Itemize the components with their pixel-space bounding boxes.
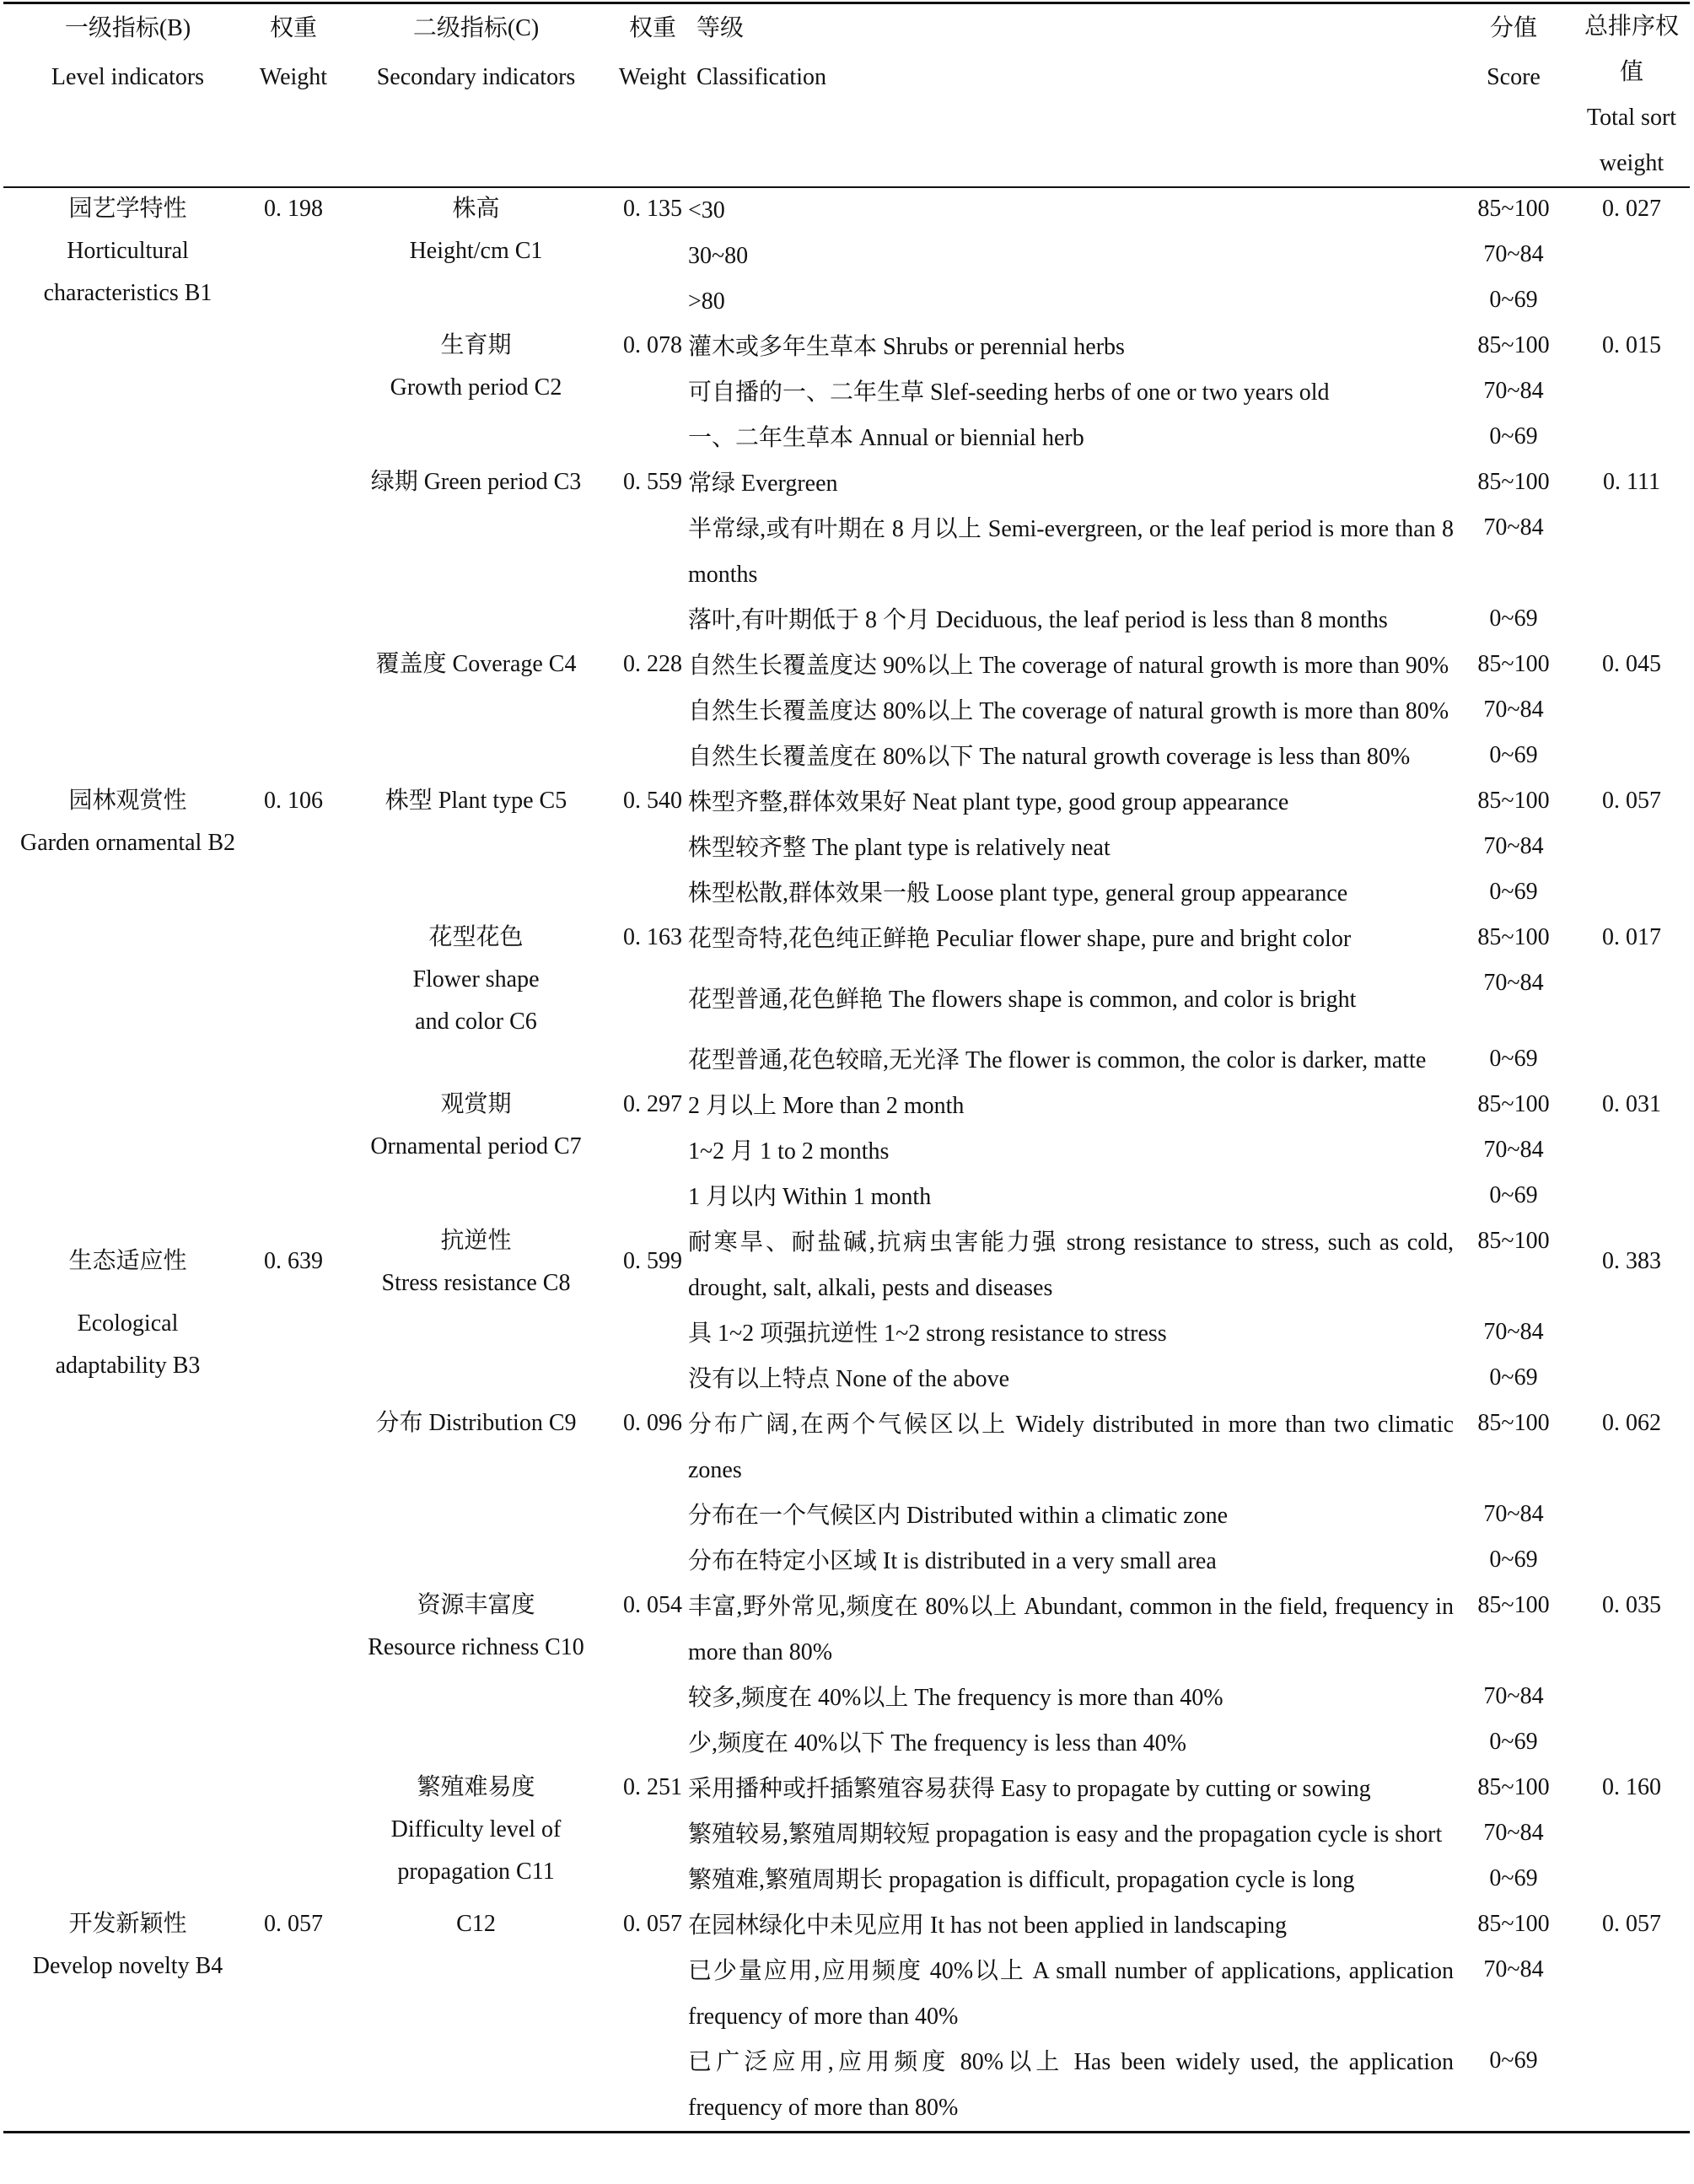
table-row — [3, 187, 1690, 234]
c9-weight: 0. 096 — [623, 1410, 682, 1436]
c6-name: 花型花色 Flower shape and color C6 — [412, 924, 540, 1035]
grade-score: 70~84 — [1483, 1683, 1544, 1709]
c6-total: 0. 017 — [1602, 924, 1661, 950]
grade-score: 70~84 — [1483, 241, 1544, 267]
b1-weight: 0. 198 — [264, 196, 323, 222]
b4-name: 开发新颖性 Develop novelty B4 — [32, 1911, 223, 1979]
grade-desc: 30~80 — [688, 243, 749, 269]
grade-score: 70~84 — [1483, 833, 1544, 859]
grade-desc: 株型齐整,群体效果好 Neat plant type, good group appearance — [688, 789, 1289, 815]
grade-score: 70~84 — [1483, 514, 1544, 541]
grade-score: 85~100 — [1477, 1091, 1550, 1117]
grade-desc: >80 — [688, 288, 725, 315]
grade-desc: 灌木或多年生草本 Shrubs or perennial herbs — [688, 334, 1125, 360]
grade-score: 85~100 — [1477, 1410, 1550, 1436]
c10-weight: 0. 054 — [623, 1592, 682, 1618]
c8-total: 0. 383 — [1602, 1248, 1661, 1274]
grade-desc: 分布在一个气候区内 Distributed within a climatic zone — [688, 1503, 1229, 1529]
c4-weight: 0. 228 — [623, 651, 682, 677]
c9-name: 分布 Distribution C9 — [375, 1410, 577, 1436]
grade-desc: 少,频度在 40%以下 The frequency is less than 40% — [688, 1730, 1186, 1756]
grade-desc: 花型普通,花色较暗,无光泽 The flower is common, the color is darker, matte — [688, 1047, 1427, 1073]
grade-desc: 没有以上特点 None of the above — [688, 1366, 1010, 1392]
grade-score: 70~84 — [1483, 1956, 1544, 1982]
grade-score: 70~84 — [1483, 970, 1544, 996]
indicator-table — [3, 2, 1690, 2133]
c11-name: 繁殖难易度 Difficulty level of propagation C11 — [390, 1774, 562, 1885]
c9-total: 0. 062 — [1602, 1410, 1661, 1436]
grade-desc: 常绿 Evergreen — [688, 471, 838, 497]
header-level: 一级指标(B) Level indicators — [3, 3, 252, 188]
grade-desc: <30 — [688, 197, 725, 223]
grade-desc: 已广泛应用,应用频度 80%以上 Has been widely used, the application frequency of more than 80% — [688, 2049, 1454, 2121]
c6-weight: 0. 163 — [623, 924, 682, 950]
c12-name: C12 — [456, 1911, 496, 1937]
c4-name: 覆盖度 Coverage C4 — [375, 651, 577, 677]
grade-desc: 落叶,有叶期低于 8 个月 Deciduous, the leaf period is less than 8 months — [688, 607, 1388, 633]
c10-total: 0. 035 — [1602, 1592, 1661, 1618]
c3-weight: 0. 559 — [623, 469, 682, 495]
grade-score: 0~69 — [1489, 605, 1538, 632]
grade-score: 0~69 — [1489, 879, 1538, 905]
grade-score: 0~69 — [1489, 1547, 1538, 1573]
grade-desc: 一、二年生草本 Annual or biennial herb — [688, 425, 1084, 451]
grade-score: 70~84 — [1483, 1137, 1544, 1163]
c4-total: 0. 045 — [1602, 651, 1661, 677]
c5-total: 0. 057 — [1602, 788, 1661, 814]
header-weight2: 权重 Weight — [617, 3, 688, 188]
c7-weight: 0. 297 — [623, 1091, 682, 1117]
grade-score: 70~84 — [1483, 1820, 1544, 1846]
c3-total: 0. 111 — [1603, 469, 1660, 495]
header-score: 分值 Score — [1454, 3, 1573, 188]
c1-name: 株高 Height/cm C1 — [409, 196, 543, 264]
grade-score: 0~69 — [1489, 1364, 1538, 1391]
grade-desc: 分布广阔,在两个气候区以上 Widely distributed in more than two climatic zones — [688, 1412, 1454, 1483]
grade-score: 70~84 — [1483, 1319, 1544, 1345]
c5-name: 株型 Plant type C5 — [385, 788, 567, 814]
grade-desc: 采用播种或扦插繁殖容易获得 Easy to propagate by cutting or sowing — [688, 1776, 1371, 1802]
c2-total: 0. 015 — [1602, 332, 1661, 358]
grade-desc: 自然生长覆盖度在 80%以下 The natural growth coverage is less than 80% — [688, 744, 1411, 770]
grade-desc: 已少量应用,应用频度 40%以上 A small number of applications, application frequency of more than 40% — [688, 1958, 1454, 2030]
c1-weight: 0. 135 — [623, 196, 682, 222]
b3-name: 生态适应性 Ecological adaptability B3 — [55, 1248, 201, 1379]
grade-score: 0~69 — [1489, 1865, 1538, 1891]
grade-score: 70~84 — [1483, 378, 1544, 404]
grade-desc: 分布在特定小区域 It is distributed in a very small area — [688, 1548, 1217, 1574]
grade-score: 0~69 — [1489, 1046, 1538, 1072]
c11-total: 0. 160 — [1602, 1774, 1661, 1800]
b2-name: 园林观赏性 Garden ornamental B2 — [19, 788, 236, 856]
c2-name: 生育期 Growth period C2 — [390, 332, 562, 401]
grade-desc: 1 月以内 Within 1 month — [688, 1184, 932, 1210]
grade-score: 0~69 — [1489, 2047, 1538, 2074]
grade-desc: 2 月以上 More than 2 month — [688, 1093, 965, 1119]
grade-score: 85~100 — [1477, 196, 1550, 222]
grade-desc: 较多,频度在 40%以上 The frequency is more than 40% — [688, 1685, 1223, 1711]
grade-desc: 自然生长覆盖度达 90%以上 The coverage of natural growth is more than 90% — [688, 653, 1449, 679]
b1-name: 园艺学特性 Horticultural characteristics B1 — [43, 196, 212, 306]
c10-name: 资源丰富度 Resource richness C10 — [368, 1592, 584, 1660]
c12-weight: 0. 057 — [623, 1911, 682, 1937]
grade-score: 0~69 — [1489, 1182, 1538, 1208]
b3-weight: 0. 639 — [264, 1248, 323, 1274]
grade-desc: 繁殖较易,繁殖周期较短 propagation is easy and the propagation cycle is short — [688, 1821, 1443, 1848]
grade-desc: 花型普通,花色鲜艳 The flowers shape is common, and color is bright — [688, 987, 1357, 1013]
grade-score: 0~69 — [1489, 1729, 1538, 1755]
c8-weight: 0. 599 — [623, 1248, 682, 1274]
grade-desc: 半常绿,或有叶期在 8 月以上 Semi-evergreen, or the leaf period is more than 8 months — [688, 516, 1454, 588]
grade-score: 85~100 — [1477, 1911, 1550, 1937]
grade-desc: 株型松散,群体效果一般 Loose plant type, general group appearance — [688, 880, 1348, 906]
header-secondary: 二级指标(C) Secondary indicators — [335, 3, 617, 188]
grade-score: 85~100 — [1477, 1774, 1550, 1800]
c7-name: 观赏期 Ornamental period C7 — [370, 1091, 582, 1159]
grade-score: 85~100 — [1477, 924, 1550, 950]
grade-score: 85~100 — [1477, 788, 1550, 814]
grade-score: 85~100 — [1477, 651, 1550, 677]
header-classification: 等级 Classification — [688, 3, 1454, 188]
table-row — [3, 780, 1690, 826]
grade-score: 70~84 — [1483, 697, 1544, 723]
grade-score: 70~84 — [1483, 1501, 1544, 1527]
b2-weight: 0. 106 — [264, 788, 323, 814]
c7-total: 0. 031 — [1602, 1091, 1661, 1117]
grade-score: 85~100 — [1477, 1592, 1550, 1618]
grade-score: 85~100 — [1477, 332, 1550, 358]
grade-desc: 丰富,野外常见,频度在 80%以上 Abundant, common in the field, frequency in more than 80% — [688, 1594, 1454, 1665]
c2-weight: 0. 078 — [623, 332, 682, 358]
grade-desc: 在园林绿化中未见应用 It has not been applied in landscaping — [688, 1912, 1287, 1939]
grade-desc: 繁殖难,繁殖周期长 propagation is difficult, propagation cycle is long — [688, 1867, 1355, 1893]
grade-score: 0~69 — [1489, 423, 1538, 449]
c3-name: 绿期 Green period C3 — [370, 469, 582, 495]
grade-score: 0~69 — [1489, 742, 1538, 768]
grade-score: 85~100 — [1477, 469, 1550, 495]
grade-desc: 耐寒旱、耐盐碱,抗病虫害能力强 strong resistance to stress, such as cold, drought, salt, alkali, pests and diseases — [688, 1229, 1454, 1301]
c5-weight: 0. 540 — [623, 788, 682, 814]
c8-name: 抗逆性 Stress resistance C8 — [381, 1228, 571, 1296]
c11-weight: 0. 251 — [623, 1774, 682, 1800]
table-row — [3, 1903, 1690, 1949]
grade-desc: 株型较齐整 The plant type is relatively neat — [688, 835, 1111, 861]
grade-desc: 1~2 月 1 to 2 months — [688, 1138, 890, 1165]
grade-score: 0~69 — [1489, 287, 1538, 313]
table-row — [3, 1220, 1690, 1311]
grade-desc: 自然生长覆盖度达 80%以上 The coverage of natural growth is more than 80% — [688, 698, 1449, 724]
grade-desc: 可自播的一、二年生草 Slef-seeding herbs of one or two years old — [688, 379, 1330, 406]
grade-desc: 具 1~2 项强抗逆性 1~2 strong resistance to stress — [688, 1321, 1167, 1347]
c12-total: 0. 057 — [1602, 1911, 1661, 1937]
c1-total: 0. 027 — [1602, 196, 1661, 222]
grade-desc: 花型奇特,花色纯正鲜艳 Peculiar flower shape, pure and bright color — [688, 926, 1352, 952]
grade-score: 85~100 — [1477, 1228, 1550, 1254]
header-row — [3, 3, 1690, 188]
header-total: 总排序权值 Total sort weight — [1573, 3, 1690, 188]
b4-weight: 0. 057 — [264, 1911, 323, 1937]
header-weight1: 权重 Weight — [252, 3, 335, 188]
